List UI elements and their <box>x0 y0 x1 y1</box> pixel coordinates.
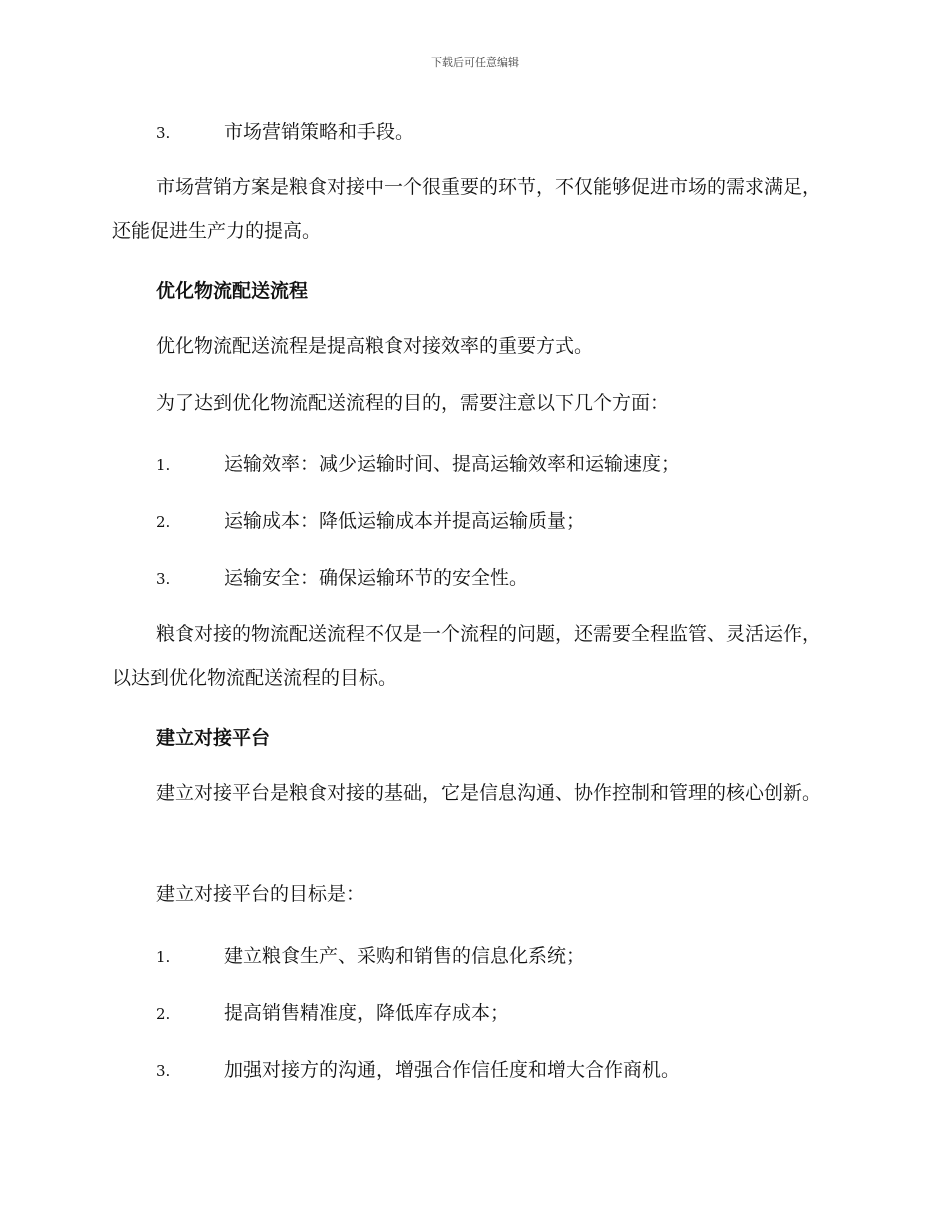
section-heading: 建立对接平台 <box>156 727 271 749</box>
paragraph: 建立对接平台是粮食对接的基础，它是信息沟通、协作控制和管理的核心创新。 <box>156 782 822 804</box>
list-text: 加强对接方的沟通，增强合作信任度和增大合作商机。 <box>224 1059 681 1081</box>
list-number: 2. <box>156 1005 171 1023</box>
paragraph: 为了达到优化物流配送流程的目的，需要注意以下几个方面： <box>156 392 670 414</box>
list-item <box>156 563 528 590</box>
list-number: 3. <box>156 570 171 588</box>
list-number: 1. <box>156 456 171 474</box>
list-item <box>156 998 509 1025</box>
list-item <box>156 1055 680 1082</box>
section-heading: 优化物流配送流程 <box>156 280 309 302</box>
list-text: 运输效率：减少运输时间、提高运输效率和运输速度； <box>224 453 681 475</box>
list-item <box>156 449 680 476</box>
list-text: 运输成本：降低运输成本并提高运输质量； <box>224 510 586 532</box>
list-text: 运输安全：确保运输环节的安全性。 <box>224 567 529 589</box>
list-number: 3. <box>156 124 171 142</box>
list-number: 2. <box>156 513 171 531</box>
list-number: 1. <box>156 948 171 966</box>
paragraph: 市场营销方案是粮食对接中一个很重要的环节，不仅能够促进市场的需求满足，还能促进生产力的提高。 <box>112 176 822 242</box>
page-header: 下载后可任意编辑 <box>431 56 519 69</box>
paragraph: 建立对接平台的目标是： <box>156 883 366 905</box>
list-item <box>156 117 414 144</box>
paragraph: 粮食对接的物流配送流程不仅是一个流程的问题，还需要全程监管、灵活运作，以达到优化物流配送流程的目标。 <box>112 623 822 689</box>
list-text: 提高销售精准度，降低库存成本； <box>224 1002 510 1024</box>
list-item <box>156 506 585 533</box>
list-number: 3. <box>156 1062 171 1080</box>
list-text: 建立粮食生产、采购和销售的信息化系统； <box>224 945 586 967</box>
paragraph: 优化物流配送流程是提高粮食对接效率的重要方式。 <box>156 335 594 357</box>
list-item <box>156 941 585 968</box>
list-text: 市场营销策略和手段。 <box>224 121 415 143</box>
